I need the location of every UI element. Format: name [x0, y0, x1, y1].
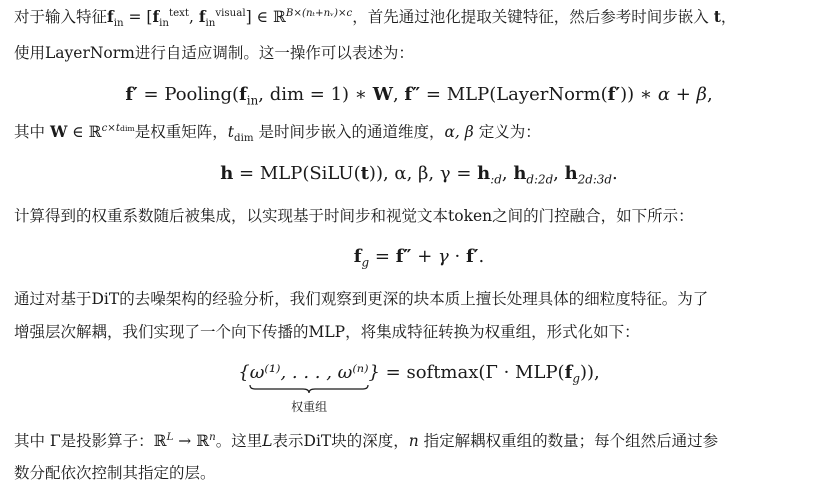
math-subscript: in [205, 18, 216, 30]
math-text: → ℝ [173, 432, 210, 450]
math-text: = MLP(LayerNorm( [420, 84, 608, 105]
para4-line1: 通过对基于DiT的去噪架构的经验分析，我们观察到更深的块本质上擅长处理具体的细粒度特征。为了 [14, 290, 709, 308]
math-text: = MLP(SiLU( [233, 163, 361, 184]
math-text: {ω⁽¹⁾, . . . , ω⁽ⁿ⁾} [238, 362, 380, 383]
math-text: , [706, 84, 713, 105]
math-text: . [612, 163, 618, 184]
math-symbol: W [372, 84, 393, 105]
math-superscript: visual [215, 7, 246, 19]
para4-line2: 增强层次解耦，我们实现了一个向下传播的MLP，将集成特征转换为权重组，形式化如下： [14, 323, 640, 341]
text: 其中 Γ是投影算子：ℝ [14, 432, 167, 450]
text: 其中 [14, 123, 50, 141]
equation-1 [0, 82, 838, 108]
para5-line2: 数分配依次控制其指定的层。 [14, 464, 216, 482]
text: 是时间步嵌入的通道维度， [253, 123, 445, 141]
math-text: + [411, 246, 439, 267]
text: 定义为： [473, 123, 541, 141]
math-subscript: g [572, 371, 580, 386]
math-text: , dim = 1) ∗ [258, 84, 373, 105]
math-superscript: c×t [101, 122, 120, 134]
math-symbol: f [564, 362, 573, 383]
math-text: = Pooling( [137, 84, 240, 105]
math-symbol: f [353, 246, 362, 267]
math-text: = softmax(Γ · MLP( [379, 362, 565, 383]
text: 是权重矩阵， [134, 123, 228, 141]
math-text: f″ [395, 246, 412, 267]
math-text: α [657, 84, 671, 105]
math-superscript: B×(nₜ+nᵥ)×c [285, 7, 353, 19]
math-text: f″ [404, 84, 421, 105]
equation-2 [0, 161, 838, 187]
math-text: f′ [125, 84, 138, 105]
math-text: β [696, 84, 707, 105]
math-subscript: in [246, 93, 259, 108]
math-text: )), α, β, γ = [368, 163, 478, 184]
math-text: , [501, 163, 514, 184]
math-superscript: n [209, 431, 216, 443]
math-symbol: h [513, 163, 527, 184]
math-subscript: :d [490, 172, 502, 187]
underbrace-icon [238, 384, 380, 394]
para5-line1 [14, 430, 718, 452]
math-symbol: W [49, 122, 68, 141]
math-symbol: f [198, 7, 206, 26]
math-subscript: dim [234, 133, 254, 145]
math-text: ∈ ℝ [67, 123, 102, 141]
math-symbol: L [262, 432, 273, 450]
math-text: . [478, 246, 485, 267]
underbrace-label: 权重组 [291, 400, 328, 414]
math-symbol: t [713, 7, 721, 26]
math-text: = [ [123, 8, 153, 26]
underbrace-group [238, 360, 380, 414]
text: 指定解耦权重组的数量；每个组然后通过参 [418, 432, 719, 450]
equation-3 [0, 244, 838, 270]
math-subscript: 2d:3d [577, 172, 613, 187]
text: 。这里 [215, 432, 263, 450]
math-text: + [670, 84, 697, 105]
math-symbol: h [477, 163, 491, 184]
math-text: γ [438, 246, 449, 267]
math-text: , [392, 84, 405, 105]
math-subscript: in [113, 18, 124, 30]
para1-line2: 使用LayerNorm进行自适应调制。这一操作可以表述为： [14, 44, 414, 62]
para3: 计算得到的权重系数随后被集成，以实现基于时间步和视觉文本token之间的门控融合，如下所示： [14, 207, 694, 225]
math-text: f′ [607, 84, 621, 105]
math-subscript: g [361, 255, 370, 270]
para1-line1 [14, 6, 736, 28]
math-text: )), [579, 362, 600, 383]
math-symbol: f [239, 84, 247, 105]
math-text: · [448, 246, 466, 267]
math-symbol: n [408, 432, 419, 450]
math-text: , [553, 163, 565, 184]
para2 [14, 121, 541, 143]
math-text: = [369, 246, 396, 267]
math-symbol: h [564, 163, 578, 184]
math-subscript: d:2d [526, 172, 554, 187]
text: 对于输入特征 [14, 8, 108, 26]
math-text: )) ∗ [620, 84, 658, 105]
math-symbol: h [220, 163, 234, 184]
math-superscript: dim [119, 123, 135, 133]
math-symbol: f [152, 7, 160, 26]
math-text: f′ [465, 246, 479, 267]
text: ， [720, 8, 737, 26]
text: ，首先通过池化提取关键特征，然后参考时间步嵌入 [352, 8, 714, 26]
math-text: ] ∈ ℝ [245, 8, 286, 26]
math-superscript: text [168, 7, 189, 19]
math-symbol: t [227, 123, 235, 141]
math-text: , [189, 8, 199, 26]
math-subscript: in [159, 18, 169, 30]
math-text: α, β [444, 123, 474, 141]
text: 表示DiT块的深度， [272, 432, 409, 450]
equation-4 [0, 360, 838, 414]
math-superscript: L [166, 431, 174, 443]
math-symbol: t [360, 163, 369, 184]
math-symbol: f [107, 7, 114, 26]
